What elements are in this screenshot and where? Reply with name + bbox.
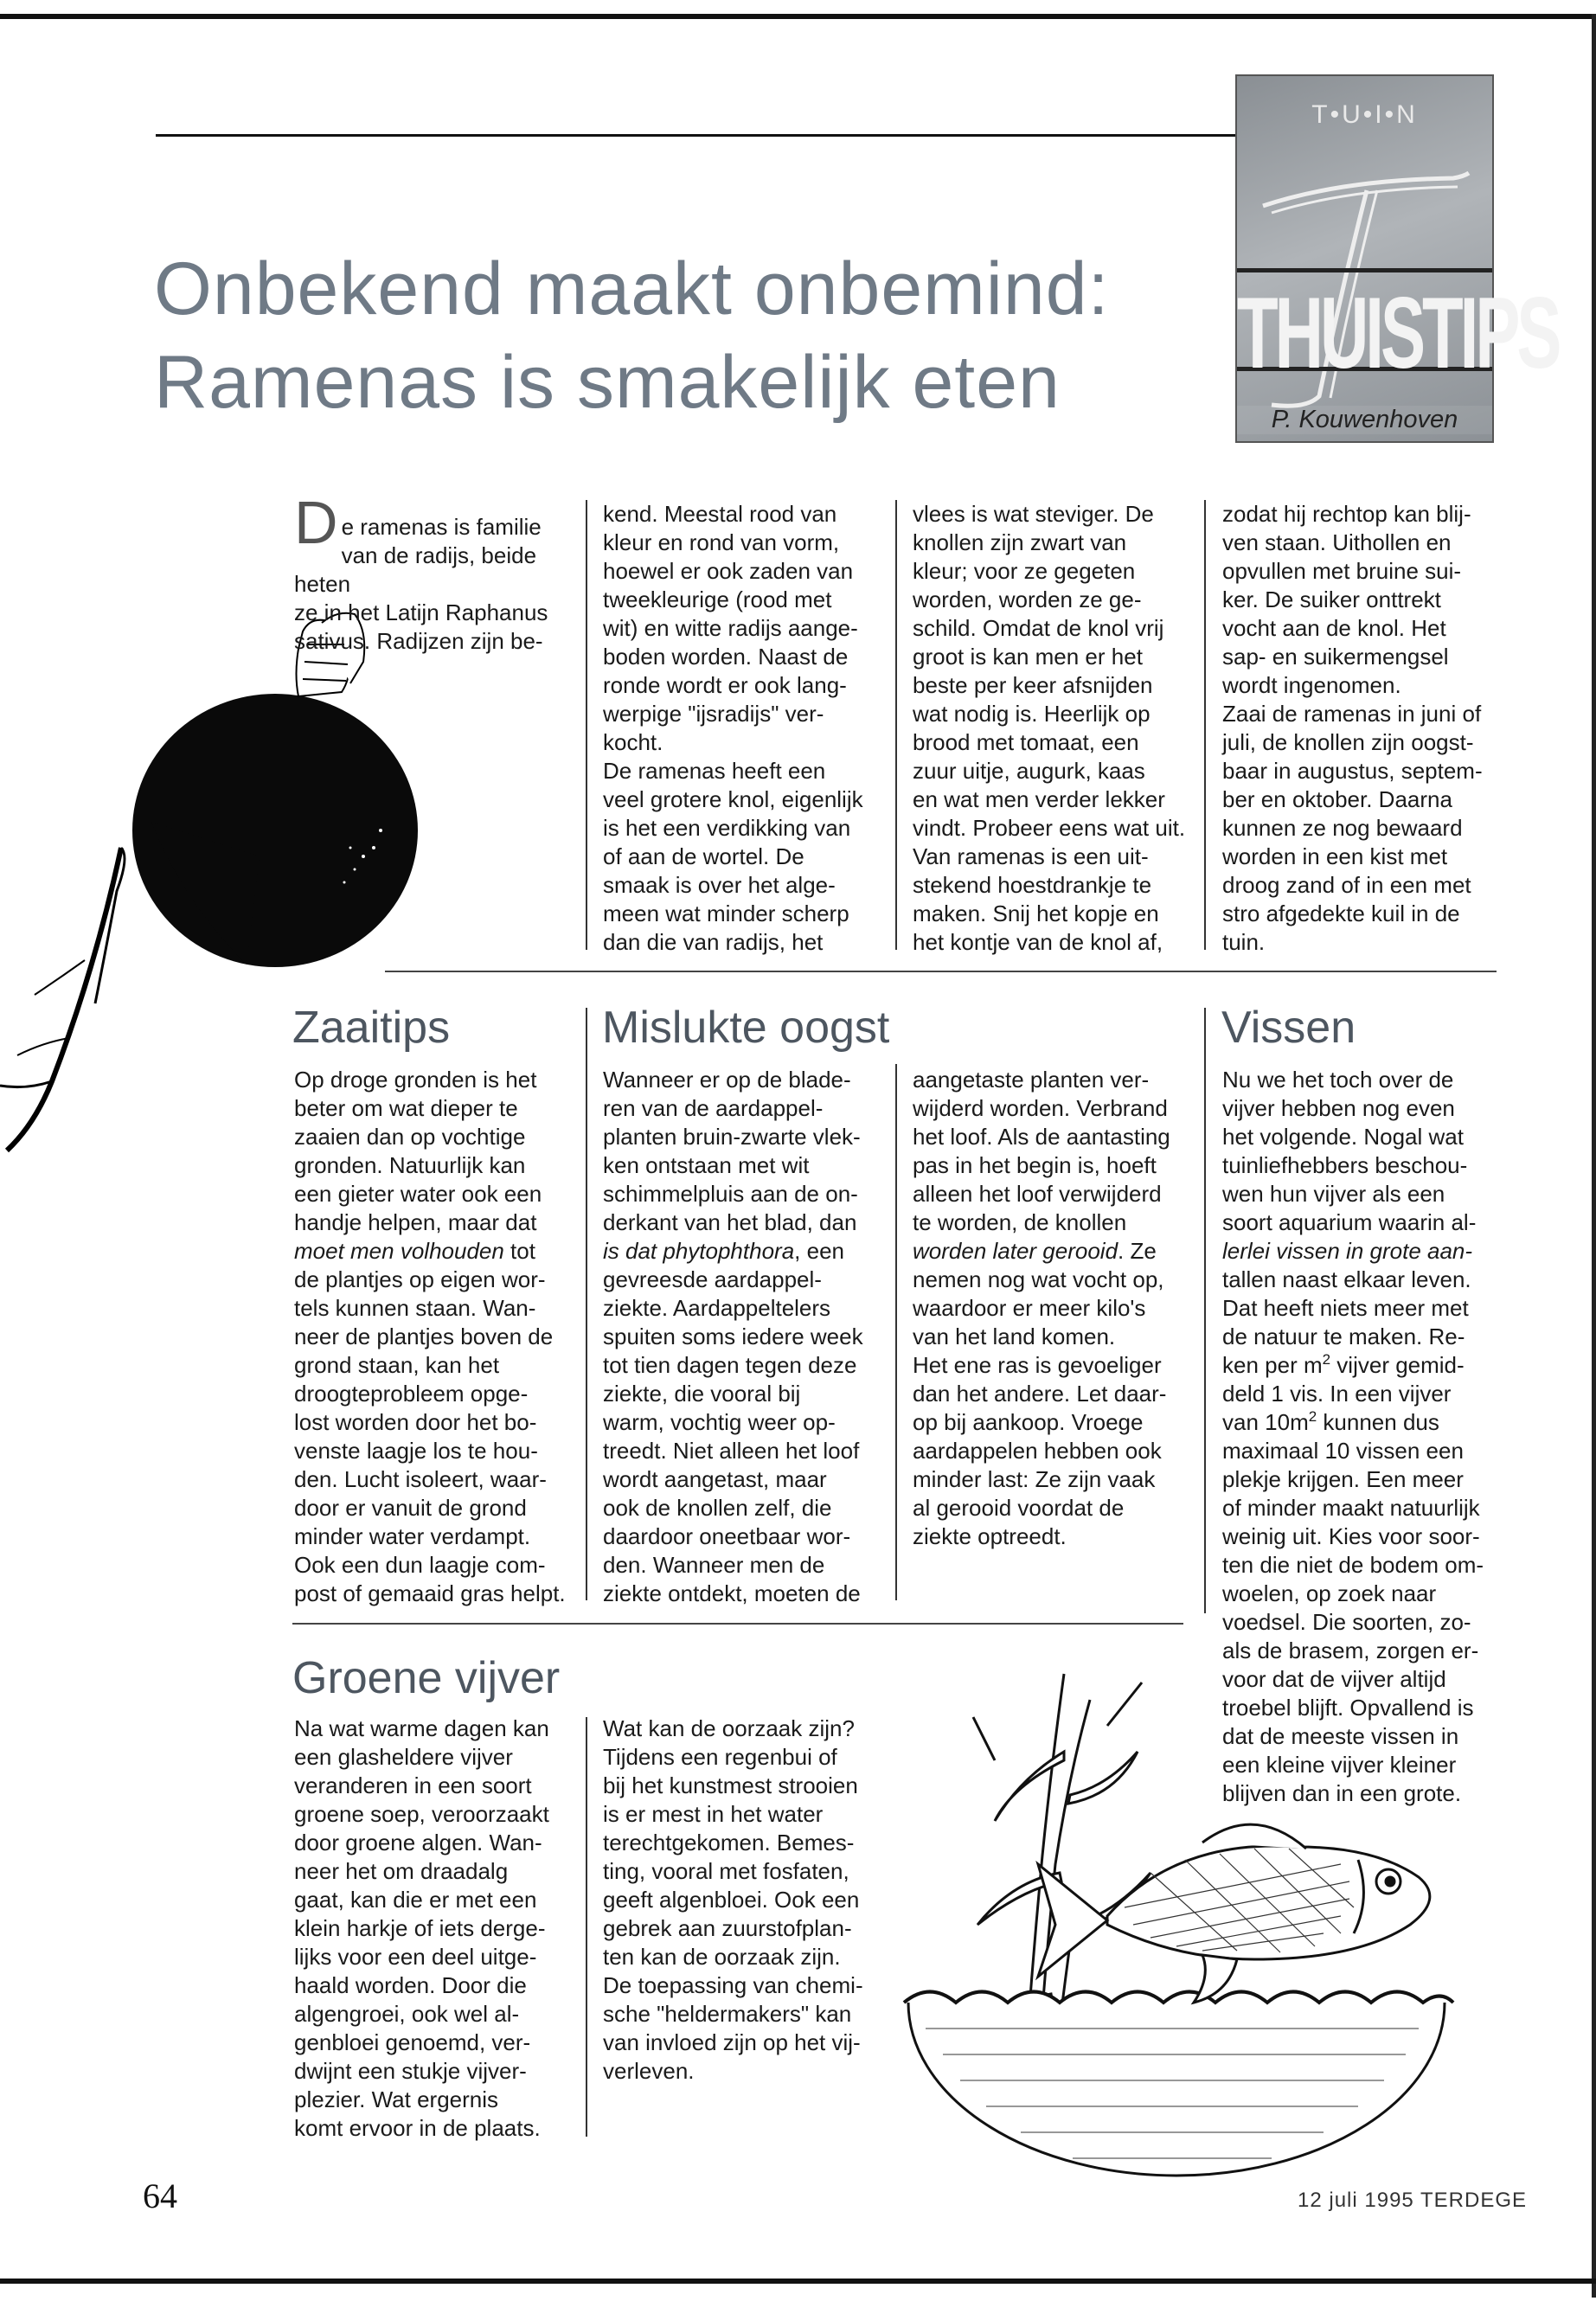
logo-brand: THUISTIPS [1237,275,1559,390]
fish-pond-illustration [891,1648,1497,2184]
intro-column-4 [1222,500,1508,957]
column-rule [1204,1008,1206,1613]
footer-date: 12 juli 1995 TERDEGE [1298,2189,1528,2212]
groen-column-2 [603,1715,888,2086]
page-frame-right [1592,14,1596,2298]
superscript: 2 [1308,1408,1317,1425]
intro-col4-text: zodat hij rechtop kan blij- ven staan. Uithollen en opvullen met bruine sui- ker. De suiker onttrekt vocht aan de knol. Het sap- en suikermengsel wordt ingenomen. Zaai de ramenas in juni of juli, de knollen zijn oogst- baar in augustus, septem- ber en oktober. Daarna kunnen ze nog bewaard worden in een kist met droog zand of in een met stro afgedekte kuil in de tuin. [1222,501,1483,955]
section-divider [385,971,1497,972]
page-frame-top [0,14,1596,19]
oogst-column-1 [603,1066,884,1608]
column-rule [895,500,897,950]
oogst-col1-italic: is dat phytophthora [603,1238,795,1264]
vissen-text-2: tallen naast elkaar leven. Dat heeft niets meer met de natuur te maken. Re- ken per m [1222,1266,1471,1378]
article-title-line1: Onbekend maakt onbemind: [154,247,1110,330]
zaaitips-body [294,1066,575,1608]
article-title [154,242,1227,429]
thuistips-logo [1235,74,1559,443]
heading-vissen: Vissen [1221,1003,1356,1053]
vissen-text-3: vijver gemid- deld 1 vis. In een vijver van 10m [1222,1352,1465,1435]
intro-column-1 [294,489,571,656]
groen-column-1 [294,1715,575,2143]
vissen-italic: lerlei vissen in grote aan- [1222,1238,1473,1264]
intro-column-2 [603,500,880,957]
zaaitips-text-1: Op droge gronden is het beter om wat dieper te zaaien dan op vochtige gronden. Natuurlijk kan een gieter water ook een handje helpen, maar dat [294,1067,542,1235]
logo-tuin-label: T•U•I•N [1311,100,1418,129]
column-rule [586,1717,587,2137]
superscript: 2 [1322,1351,1331,1368]
vissen-text-1: Nu we het toch over de vijver hebben nog even het volgende. Nogal wat tuinliefhebbers beschou- wen hun vijver als een soort aquarium waarin al- [1222,1067,1477,1235]
oogst-column-2 [913,1066,1194,1551]
vissen-text-4: kunnen dus maximaal 10 vissen een plekje krijgen. Een meer of minder maakt natuurlijk weinig uit. Kies voor soor- ten die niet de bodem om- woelen, op zoek naar voedsel. Die soorten, zo- als de brasem, zorgen er- voor dat de vijver altijd troebel blijft. Opvallend is dat de meeste vissen in een kleine vijver kleiner blijven dan in een grote. [1222,1409,1484,1806]
oogst-col2-text-b: . Ze nemen nog wat vocht op, waardoor er meer kilo's van het land komen. Het ene ras is gevoeliger dan het andere. Let daar- op bij aankoop. Vroege aardappelen hebben ook minder last: Ze zijn vaak al gerooid voordat de ziekte optreedt. [913,1238,1167,1549]
heading-mislukte-oogst: Mislukte oogst [602,1003,890,1053]
oogst-col1-text-b: , een gevreesde aardappel- ziekte. Aardappeltelers spuiten soms iedere week tot tien dagen tegen deze ziekte, die vooral bij warm, vochtig weer op- treedt. Niet alleen het loof wordt aangetast, maar ook de knollen zelf, die daardoor oneetbaar wor- den. Wanneer men de ziekte ontdekt, moeten de [603,1238,863,1606]
column-rule [586,500,587,950]
heading-groene-vijver: Groene vijver [292,1653,561,1703]
column-rule [895,1064,897,1600]
groen-col1-text: Na wat warme dagen kan een glasheldere vijver veranderen in een soort groene soep, veroorzaakt door groene algen. Wan- neer het om draadalg gaat, kan die er met een klein harkje of iets derge- lijks voor een deel uitge- haald worden. Door die algengroei, ook wel al- genbloei genoemd, ver- dwijnt een stukje vijver- plezier. Wat ergernis komt ervoor in de plaats. [294,1715,549,2141]
oogst-col2-text-a: aangetaste planten ver- wijderd worden. Verbrand het loof. Als de aantasting pas in het begin is, hoeft alleen het loof verwijderd te worden, de knollen [913,1067,1170,1235]
column-rule [586,1008,587,1600]
intro-column-3 [913,500,1189,957]
zaaitips-italic: moet men volhouden [294,1238,504,1264]
oogst-col1-text-a: Wanneer er op de blade- ren van de aardappel- planten bruin-zwarte vlek- ken ontstaan met wit schimmelpluis aan de on- derkant van het blad, dan [603,1067,861,1235]
heading-zaaitips: Zaaitips [292,1003,451,1053]
page-number: 64 [143,2176,177,2215]
column-rule [1204,500,1206,950]
author-name: P. Kouwenhoven [1237,406,1492,434]
intro-col2-text: kend. Meestal rood van kleur en rond van vorm, hoewel er ook zaden van tweekleurige (rood met wit) en witte radijs aange- boden worden. Naast de ronde wordt er ook lang- werpige "ijsradijs" ver- kocht. De ramenas heeft een veel grotere knol, eigenlijk is het een verdikking van of aan de wortel. De smaak is over het alge- meen wat minder scherp dan die van radijs, het [603,501,863,955]
dropcap: D [294,489,338,556]
groen-col2-text: Wat kan de oorzaak zijn? Tijdens een regenbui of bij het kunstmest strooien is er mest in het water terechtgekomen. Bemes- ting, vooral met fosfaten, geeft algenbloei. Ook een gebrek aan zuurstofplan- ten kan de oorzaak zijn. De toepassing van chemi- sche "heldermakers" kan van invloed zijn op het vij- verleven. [603,1715,863,2084]
section-divider [292,1623,1183,1625]
zaaitips-text-2: tot de plantjes op eigen wor- tels kunnen staan. Wan- neer de plantjes boven de grond staan, kan het droogteprobleem opge- lost worden door het bo- venste laagje los te hou- den. Lucht isoleert, waar- door er vanuit de grond minder water verdampt. Ook een dun laagje com- post of gemaaid gras helpt. [294,1238,566,1606]
page-frame-bottom [0,2279,1596,2284]
intro-col3-text: vlees is wat steviger. De knollen zijn zwart van kleur; voor ze gegeten worden, worden ze ge- schild. Omdat de knol vrij groot is kan men er het beste per keer afsnijden wat nodig is. Heerlijk op brood met tomaat, een zuur uitje, augurk, kaas en wat men verder lekker vindt. Probeer eens wat uit. Van ramenas is een uit- stekend hoestdrankje te maken. Snij het kopje en het kontje van de knol af, [913,501,1186,955]
intro-col1-text: e ramenas is familie van de radijs, beide heten ze in het Latijn Raphanus sativus. Radijzen zijn be- [294,514,548,654]
article-title-line2: Ramenas is smakelijk eten [154,341,1061,424]
oogst-col2-italic: worden later gerooid [913,1238,1118,1264]
